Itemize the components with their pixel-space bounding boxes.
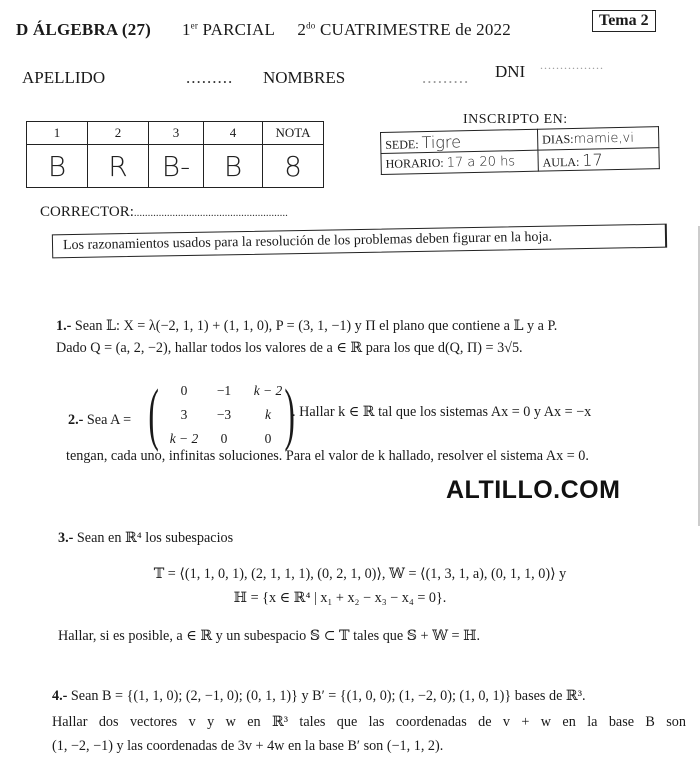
matrix-cell: 3 — [180, 407, 188, 422]
problem-1-line-1 — [56, 316, 557, 336]
horario-value: 17 a 20 hs — [446, 153, 516, 171]
grade-header-4: 4 — [204, 122, 263, 145]
exam-header — [16, 20, 511, 40]
inscripto-table — [380, 126, 660, 175]
grade-header-nota: NOTA — [263, 122, 324, 145]
cuatrimestre-ordinal-sup: do — [306, 20, 316, 31]
problem-3-subspaces: 𝕋 = ⟨(1, 1, 0, 1), (2, 1, 1, 1), (0, 2, 1, 0)⟩, 𝕎 = ⟨(1, 3, 1, a), (0, 1, 1, 0)⟩ y — [153, 566, 567, 582]
problem-1-text-2: Dado Q = (a, 2, −2), hallar todos los valores de a ∈ ℝ para los que d(Q, Π) = 3√5. — [56, 340, 523, 356]
problem-2-text-2: tengan, cada uno, infinitas soluciones. Para el valor de k hallado, resolver el sistema Ax = 0. — [66, 448, 589, 464]
problem-4-line-1 — [52, 686, 586, 706]
corrector-label: CORRECTOR: — [40, 204, 134, 220]
matrix-cell: 0 — [180, 383, 188, 398]
problem-2-intro-text: Sea A = — [86, 412, 132, 428]
instructions-notice: Los razonamientos usados para la resolución de los problemas deben figurar en la hoja. — [52, 224, 667, 259]
grade-value-nota: 8 — [263, 145, 324, 188]
dias-label: DIAS: — [542, 131, 574, 147]
matrix-a — [148, 376, 295, 453]
aula-value: 17 — [582, 149, 603, 170]
problem-3-line-1 — [58, 528, 233, 548]
grade-header-3: 3 — [149, 122, 204, 145]
problem-4-text-1: Sean B = {(1, 1, 0); (2, −1, 0); (0, 1, 1)} y B′ = {(1, 0, 0); (1, −2, 0); (1, 0, 1)} bases de ℝ³. — [70, 688, 586, 704]
altillo-watermark: ALTILLO.COM — [446, 476, 621, 504]
problem-2-question: . Hallar k ∈ ℝ tal que los sistemas Ax = 0 y Ax = −x — [292, 404, 592, 420]
problem-1-text-1: Sean 𝕃: X = λ(−2, 1, 1) + (1, 1, 0), P = (3, 1, −1) y Π el plano que contiene a 𝕃 y a P. — [74, 318, 558, 334]
parcial-ordinal-sup: er — [190, 20, 199, 31]
grade-value-2: R — [88, 145, 149, 188]
dni-field: ................ — [540, 58, 604, 72]
matrix-right-paren: ) — [284, 376, 295, 453]
matrix-cell: k − 2 — [169, 431, 199, 446]
course-title: D ÁLGEBRA (27) — [16, 20, 152, 39]
sede-value: Tigre — [421, 131, 462, 152]
matrix-cell: −3 — [216, 407, 232, 422]
nombres-field: ......... — [422, 68, 470, 87]
grade-value-3: B- — [149, 145, 204, 188]
problem-3-number: 3.- — [58, 530, 74, 546]
matrix-cell: 0 — [264, 431, 272, 446]
corrector-field — [40, 204, 288, 221]
problem-3-question: Hallar, si es posible, a ∈ ℝ y un subespacio 𝕊 ⊂ 𝕋 tales que 𝕊 + 𝕎 = ℍ. — [58, 628, 481, 644]
dias-value: mamie,vi — [573, 130, 635, 147]
aula-label: AULA: — [542, 154, 580, 170]
horario-label: HORARIO: — [385, 155, 444, 171]
matrix-cell: k — [265, 407, 271, 422]
grades-table — [26, 121, 324, 188]
problem-1-number: 1.- — [56, 318, 72, 334]
grade-value-4: B — [204, 145, 263, 188]
grade-value-1: B — [27, 145, 88, 188]
problem-4-text-3: (1, −2, −1) y las coordenadas de 3v + 4w en la base B′ son (−1, 1, 2). — [52, 738, 444, 754]
problem-3-h-definition: ℍ = {x ∈ ℝ⁴ | x₁ + x₂ − x₃ − x₄ = 0}. — [233, 590, 447, 606]
grade-header-1: 1 — [27, 122, 88, 145]
apellido-label: APELLIDO — [22, 68, 106, 87]
corrector-dots: ........................................................ — [133, 207, 288, 219]
cuatrimestre-label: CUATRIMESTRE de 2022 — [319, 20, 511, 39]
problem-2-intro — [68, 410, 131, 430]
matrix-cell: 0 — [220, 431, 228, 446]
dni-label: DNI — [495, 62, 526, 81]
grade-header-2: 2 — [88, 122, 149, 145]
inscripto-title: INSCRIPTO EN: — [463, 112, 568, 127]
problem-4-text-2: Hallar dos vectores v y w en ℝ³ tales que las coordenadas de v + w en la base B son — [52, 714, 686, 730]
parcial-ordinal: 1 — [181, 20, 191, 39]
sede-label: SEDE: — [385, 136, 419, 152]
matrix-left-paren: ( — [148, 376, 159, 453]
problem-3-text-1: Sean en ℝ⁴ los subespacios — [76, 530, 234, 546]
tema-box: Tema 2 — [592, 10, 656, 32]
parcial-label: PARCIAL — [202, 20, 275, 39]
matrix-cell: −1 — [216, 383, 232, 398]
apellido-field: ......... — [186, 68, 234, 87]
matrix-cell: k − 2 — [253, 383, 283, 398]
problem-4-number: 4.- — [52, 688, 68, 704]
cuatrimestre-ordinal: 2 — [297, 20, 307, 39]
problem-2-number: 2.- — [68, 412, 84, 428]
nombres-label: NOMBRES — [263, 68, 346, 87]
